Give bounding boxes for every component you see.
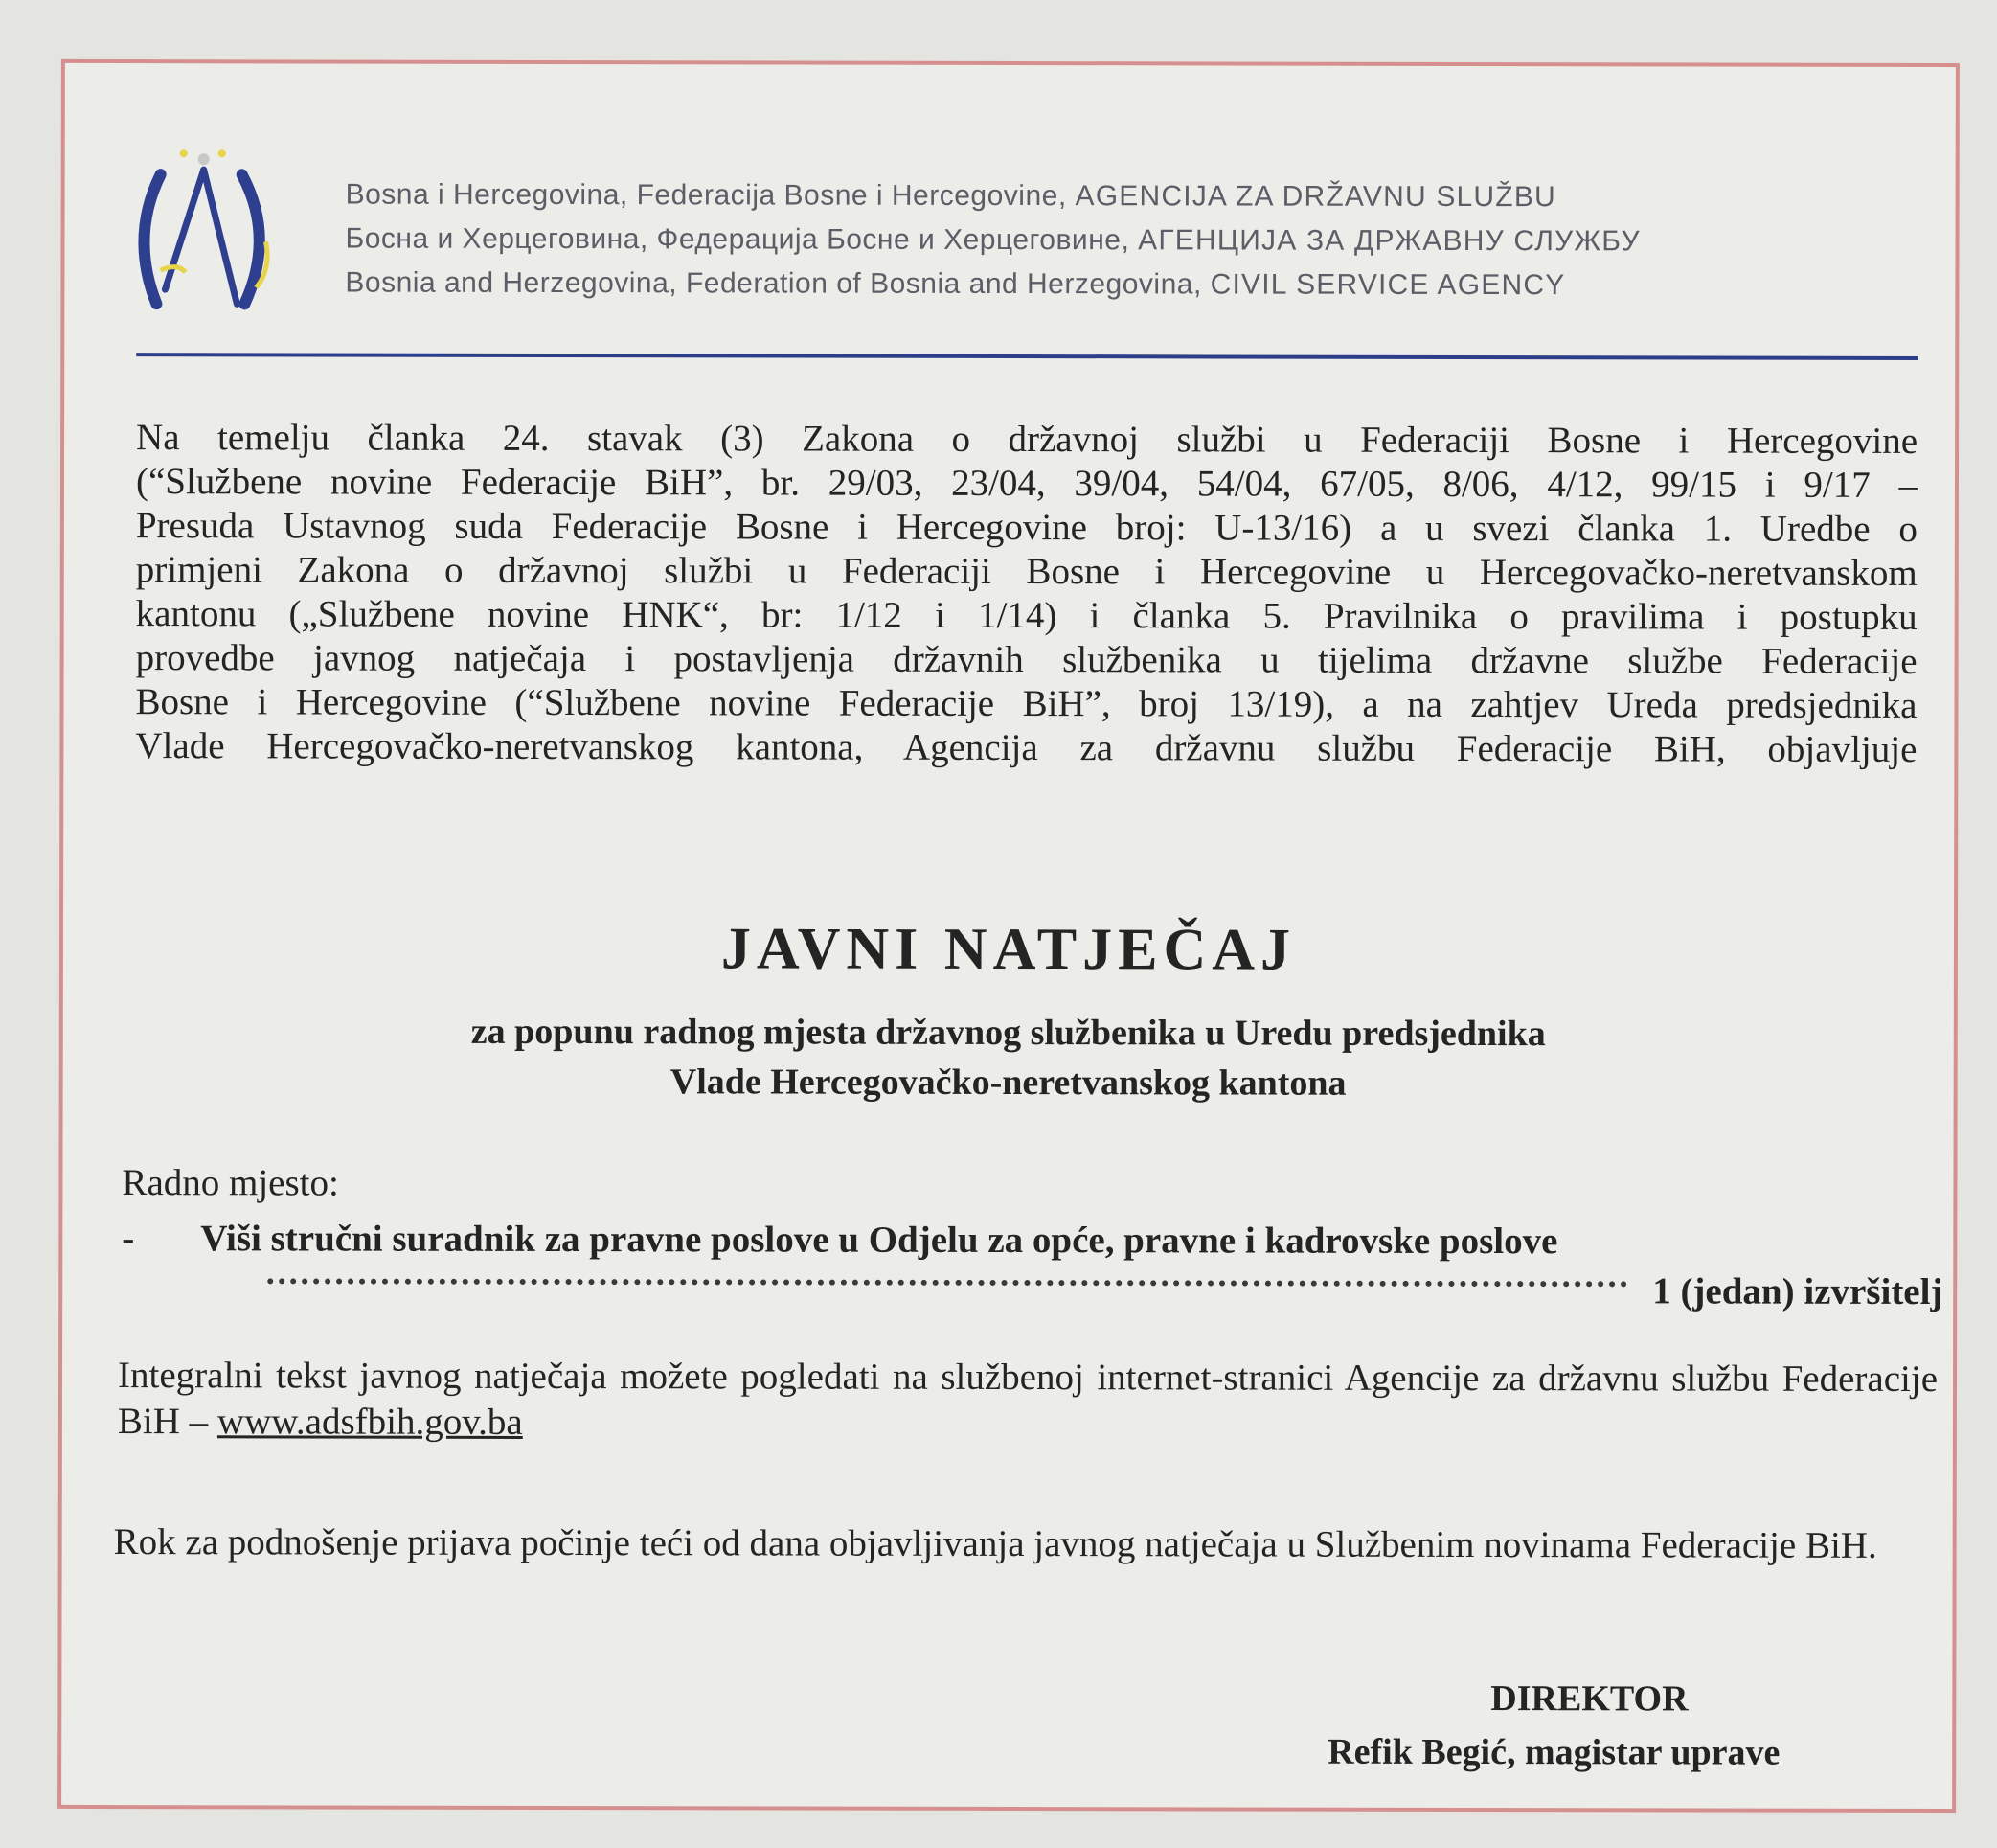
intro-line: provedbe javnog natječaja i postavljenja državnih službenika u tijelima državne službe Federacije — [135, 637, 1918, 682]
agency-logo — [122, 146, 284, 337]
position-label: Radno mjesto: — [122, 1162, 339, 1204]
agency-line-english: Bosnia and Herzegovina, Federation of Bosnia and Herzegovina, CIVIL SERVICE AGENCY — [345, 266, 1566, 302]
job-title: Viši stručni suradnik za pravne poslove u Odjelu za opće, pravne i kadrovske poslove — [200, 1218, 1558, 1263]
position-count: 1 (jedan) izvršitelj — [1652, 1270, 1943, 1313]
intro-line: Presuda Ustavnog suda Federacije Bosne i Hercegovine broj: U-13/16) a u svezi članka 1. Uredbe o — [135, 505, 1918, 550]
signature-name: Refik Begić, magistar uprave — [1328, 1731, 1781, 1773]
legal-basis-paragraph — [135, 416, 1918, 772]
agency-line-latin: Bosna i Hercegovina, Federacija Bosne i Hercegovine, AGENCIJA ZA DRŽAVNU SLUŽBU — [345, 178, 1556, 214]
subtitle-line: Vlade Hercegovačko-neretvanskog kantona — [669, 1061, 1347, 1104]
signature-role: DIREKTOR — [1490, 1678, 1689, 1720]
notice-subtitle — [63, 1006, 1954, 1109]
notice-frame — [57, 59, 1960, 1813]
intro-line: Bosne i Hercegovine (“Službene novine Federacije BiH”, broj 13/19), a na zahtjev Ureda predsjednika — [135, 681, 1918, 726]
agency-line-cyrillic: Босна и Херцеговина, Федерација Босне и Херцеговине, АГЕНЦИЈА ЗА ДРЖАВНУ СЛУЖБУ — [345, 222, 1641, 258]
position-entry — [122, 1217, 1943, 1313]
integral-text: Integralni tekst javnog natječaja možete pogledati na službenoj internet-stranici Agencije za državnu službu Federacije BiH – — [117, 1355, 1939, 1443]
header — [65, 63, 1956, 302]
deadline-paragraph: Rok za podnošenje prijava počinje teći od dana objavljivanja javnog natječaja u Službenim novinama Federacije BiH. — [113, 1521, 1877, 1566]
list-dash: - — [122, 1218, 135, 1260]
agency-name-block — [345, 173, 1641, 308]
intro-line: Vlade Hercegovačko-neretvanskog kantona, Agencija za državnu službu Federacije BiH, objavljuje — [135, 725, 1918, 770]
intro-line: primjeni Zakona o državnoj službi u Federaciji Bosne i Hercegovine u Hercegovačko-neretvanskom — [135, 549, 1918, 594]
agency-website-link[interactable]: www.adsfbih.gov.ba — [216, 1401, 523, 1443]
header-divider — [136, 353, 1918, 360]
integral-text-paragraph — [118, 1353, 1938, 1449]
intro-line: Na temelju članka 24. stavak (3) Zakona o državnoj službi u Federaciji Bosne i Hercegovine — [136, 417, 1918, 462]
intro-line: kantonu („Službene novine HNK“, br: 1/12 i 1/14) i članka 5. Pravilnika o pravilima i postupku — [135, 593, 1918, 638]
intro-line: (“Službene novine Federacije BiH”, br. 29/03, 23/04, 39/04, 54/04, 67/05, 8/06, 4/12, 99/15 i 9/17 – — [135, 461, 1918, 506]
notice-title: JAVNI NATJEČAJ — [720, 916, 1297, 983]
dotted-leader — [267, 1253, 1627, 1287]
subtitle-line: za popunu radnog mjesta državnog službenika u Uredu predsjednika — [470, 1011, 1546, 1055]
